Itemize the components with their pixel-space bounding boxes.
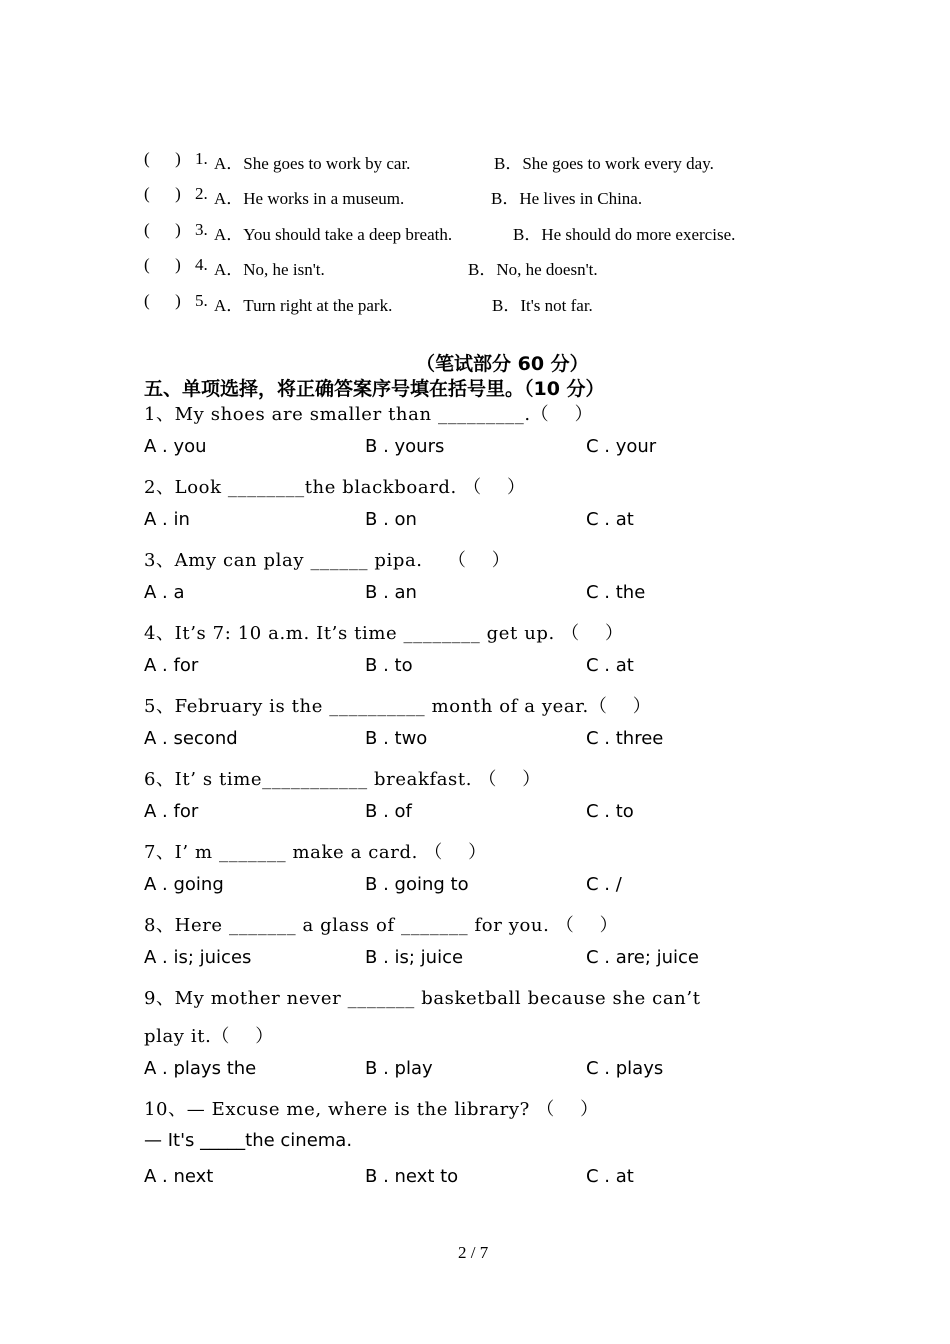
answer-paren: ( ) xyxy=(144,255,181,274)
question-number: 3. xyxy=(195,220,208,239)
option-b: B . on xyxy=(365,509,417,530)
option-a: A．You should take a deep breath. xyxy=(214,225,453,244)
option-a: A . you xyxy=(144,436,207,457)
option-b: B . an xyxy=(365,582,417,603)
option-a: A . for xyxy=(144,801,199,822)
question-text-continued: — It's _____the cinema. xyxy=(144,1130,353,1151)
option-a: A . is; juices xyxy=(144,947,252,968)
option-a: A．No, he isn't. xyxy=(214,260,325,279)
question-text: 6、It’ s time___________ breakfast. （ ） xyxy=(144,769,541,790)
option-c: C . the xyxy=(586,582,646,603)
option-c: C . plays xyxy=(586,1058,664,1079)
option-c: C . at xyxy=(586,1166,634,1187)
page-number: 2 / 7 xyxy=(458,1243,489,1262)
option-b: B．He should do more exercise. xyxy=(513,225,736,244)
option-c: C . / xyxy=(586,874,622,895)
question-number: 1. xyxy=(195,149,208,168)
option-c: C . at xyxy=(586,655,634,676)
option-b: B．It's not far. xyxy=(492,296,593,315)
option-b: B . going to xyxy=(365,874,469,895)
option-c: C . at xyxy=(586,509,634,530)
option-a: A．Turn right at the park. xyxy=(214,296,393,315)
option-a: A . plays the xyxy=(144,1058,257,1079)
option-a: A . a xyxy=(144,582,185,603)
question-text: 3、Amy can play ______ pipa. （ ） xyxy=(144,550,511,571)
question-text: 8、Here _______ a glass of _______ for you. （ ） xyxy=(144,915,619,936)
section-title: 五、单项选择，将正确答案序号填在括号里。（10 分） xyxy=(144,378,605,400)
option-b: B．No, he doesn't. xyxy=(468,260,598,279)
question-text-continued: play it.（ ） xyxy=(144,1026,274,1047)
option-a: A . going xyxy=(144,874,224,895)
question-text: 5、February is the __________ month of a year.（ ） xyxy=(144,696,652,717)
question-number: 4. xyxy=(195,255,208,274)
option-b: B．He lives in China. xyxy=(491,189,643,208)
option-a: A．He works in a museum. xyxy=(214,189,405,208)
option-a: A．She goes to work by car. xyxy=(214,154,411,173)
option-b: B . two xyxy=(365,728,428,749)
question-number: 2. xyxy=(195,184,208,203)
written-part-title: （笔试部分 60 分） xyxy=(416,353,589,375)
answer-paren: ( ) xyxy=(144,220,181,239)
question-text: 1、My shoes are smaller than _________.（ ） xyxy=(144,404,594,425)
option-b: B . is; juice xyxy=(365,947,464,968)
option-a: A . in xyxy=(144,509,190,530)
option-c: C . your xyxy=(586,436,657,457)
option-c: C . to xyxy=(586,801,634,822)
question-text: 9、My mother never _______ basketball because she can’t xyxy=(144,988,701,1009)
question-text: 2、Look ________the blackboard. （ ） xyxy=(144,477,526,498)
option-a: A . for xyxy=(144,655,199,676)
option-b: B . to xyxy=(365,655,413,676)
option-a: A . next xyxy=(144,1166,214,1187)
question-text: 10、— Excuse me, where is the library? （ ） xyxy=(144,1099,599,1120)
answer-paren: ( ) xyxy=(144,184,181,203)
answer-paren: ( ) xyxy=(144,149,181,168)
question-text: 4、It’s 7: 10 a.m. It’s time ________ get up. （ ） xyxy=(144,623,624,644)
option-c: C . are; juice xyxy=(586,947,700,968)
option-b: B . next to xyxy=(365,1166,459,1187)
option-b: B . play xyxy=(365,1058,433,1079)
question-number: 5. xyxy=(195,291,208,310)
option-b: B . yours xyxy=(365,436,445,457)
option-c: C . three xyxy=(586,728,664,749)
option-b: B．She goes to work every day. xyxy=(494,154,714,173)
question-text: 7、I’ m _______ make a card. （ ） xyxy=(144,842,487,863)
option-b: B . of xyxy=(365,801,412,822)
option-a: A . second xyxy=(144,728,238,749)
answer-paren: ( ) xyxy=(144,291,181,310)
